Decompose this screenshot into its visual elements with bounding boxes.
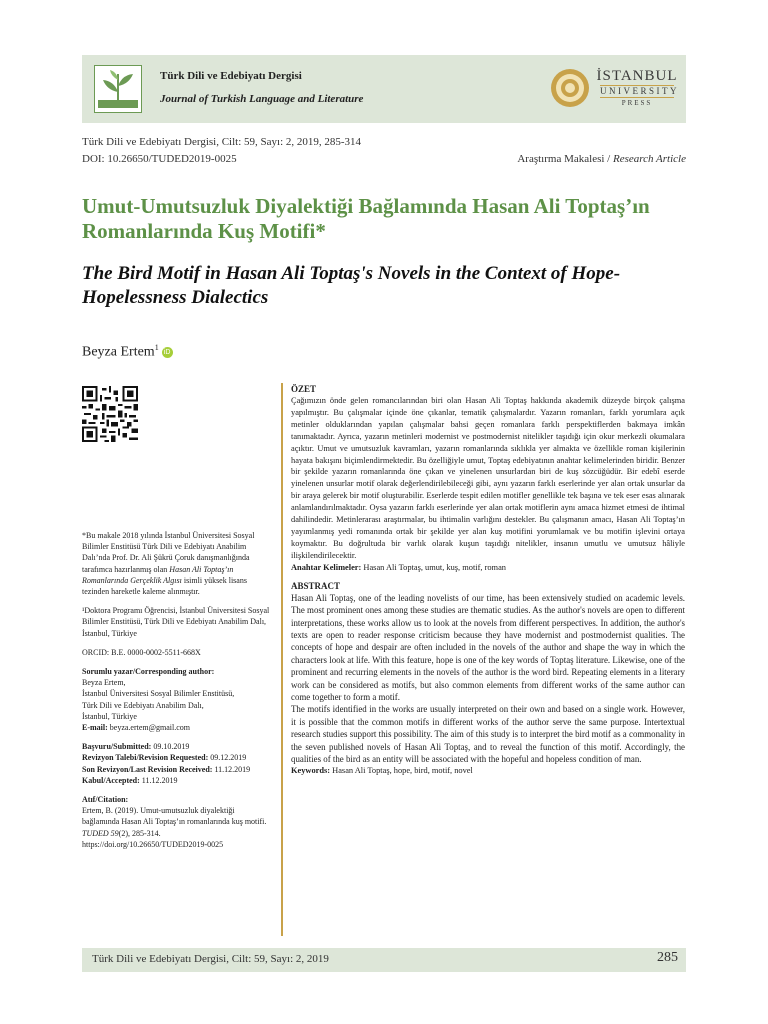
date-value: 09.12.2019 bbox=[208, 753, 247, 763]
journal-name-tr: Türk Dili ve Edebiyatı Dergisi bbox=[160, 70, 302, 82]
email-label: E-mail: bbox=[82, 723, 108, 733]
citation-label: Atıf/Citation: bbox=[82, 795, 129, 805]
date-label: Son Revizyon/Last Revision Received: bbox=[82, 764, 213, 774]
journal-name-en: Journal of Turkish Language and Literature bbox=[160, 93, 364, 105]
thesis-footnote-part-2: isimli yüksek lisans tezinden hareketle kaleme alınmıştır. bbox=[82, 575, 247, 597]
thesis-footnote-part-1: *Bu makale 2018 yılında İstanbul Üniversitesi Sosyal Bilimler Enstitüsü Türk Dili ve Edebiyatı Anabilim Dalı’nda Prof. Dr. Ali Şükrü Çoruk danışmanlığında tarafımca hazırlanmış olan bbox=[82, 531, 255, 574]
article-title-en: The Bird Motif in Hasan Ali Toptaş's Novels in the Context of Hope-Hopelessness Dialectics bbox=[82, 263, 621, 308]
date-value: 09.10.2019 bbox=[151, 742, 190, 752]
doi-line: DOI: 10.26650/TUDED2019-0025 bbox=[82, 153, 237, 165]
citation-text-1: Ertem, B. (2019). Umut-umutsuzluk diyalektiği bağlamında Hasan Ali Toptaş’ın romanlarında kuş motifi. bbox=[82, 806, 267, 827]
article-type-tr: Araştırma Makalesi / bbox=[517, 153, 613, 165]
date-label: Başvuru/Submitted: bbox=[82, 742, 152, 752]
corresponding-author-block bbox=[82, 666, 272, 733]
publisher-line-1: İSTANBUL bbox=[596, 68, 678, 84]
ozet-keywords-value: Hasan Ali Toptaş, umut, kuş, motif, roman bbox=[361, 562, 506, 572]
thesis-title: Hasan Ali Toptaş’ın Romanlarında Gerçeklik Algısı bbox=[82, 564, 234, 585]
citation-doi-link[interactable]: https://doi.org/10.26650/TUDED2019-0025 bbox=[82, 839, 224, 849]
thesis-footnote bbox=[82, 530, 272, 597]
university-seal-icon bbox=[550, 68, 590, 108]
ozet-text: Çağımızın önde gelen romancılarından biri olan Hasan Ali Toptaş hakkında akademik düzeyde birçok çalışma yapılmıştır. Bu çalışmalar içinde öne çıkanlar, tematik çalışmalardır. Yazarın romanları, farklı yorumlara açık metinler olduklarından yapılan çalışmalar bahsi geçen romanlara farklı perspektiflerden bakmaya imkân tanımaktadır. Ayrıca, yazarın metinleri modernist ve postmodernist nitelikler taşıdığı için okur merkezli okumalara açıktır. Umut ve umutsuzluk kavramları, yazarın romanlarında sıklıkla yer almakta ve özellikle roman kişilerinin hayata bakışını biçimlendirmektedir. Bu özelliğiyle umut, Toptaş edebiyatının anahtar kelimelerinden biridir. Benzer bir şekilde yazarın romanlarında öne çıkan ve yinelenen unsurlardan biri de kuş sözcüğüdür. Bir edebî eserde yinelenen unsurlar motif olarak değerlendirilebileceği gibi, aynı yazarın farklı eserlerinde yer alan ortak unsurlar da bir araya gelerek bir motif oluşturabilir. Eserlerde tespit edilen motifler genellikle tek başına ve tek eser esas alınarak anlamlandırılmaktadır. Oysa yazarın farklı eserlerinde yer alan ortak motiflerin aynı amaca hizmet etmesi de ihtimal dahilindedir. Metinlerarası araştırmalar, bu ihtimalin varlığını destekler. Bu çalışmanın amacı, Hasan Ali Toptaş’ın yayımlanmış yedi romanında ortak bir şekilde yer alan kuş motifini yorumlamak ve bu motifin işlevini ortaya koymaktır. Bu doğrultuda bir varlık olarak kuşun taşıdığı nitelikler, insanın umutlu ve umutsuz hâliyle ilişkilendirilecektir. bbox=[291, 396, 685, 560]
plant-logo-icon bbox=[94, 65, 142, 113]
footer-journal: Türk Dili ve Edebiyatı Dergisi, Cilt: 59, Sayı: 2, 2019 bbox=[92, 953, 329, 965]
abstract-text-2: The motifs identified in the works are usually interpreted on their own and based on a single work. However, it is possible that the common motifs in different works of the author serve the same purpose. Intertextual research studies support this possibility. The aim of this study is to interpret the bird motif as a commonality in the seven published novels of Hasan Ali Toptaş, and to reveal the function of this motif. Accordingly, the qualities of the bird as an entity will be associated with the hopeful and hopeless condition of man. bbox=[291, 704, 685, 764]
citation-journal: TUDED 59 bbox=[82, 828, 119, 838]
ozet-keywords bbox=[291, 562, 685, 574]
author-affiliation-mark: 1 bbox=[154, 343, 159, 352]
orcid-icon[interactable]: iD bbox=[162, 347, 173, 358]
corresponding-line: İstanbul, Türkiye bbox=[82, 711, 137, 721]
corresponding-line: Beyza Ertem, bbox=[82, 678, 126, 688]
author-name: Beyza Ertem bbox=[82, 344, 155, 360]
ozet-keywords-label: Anahtar Kelimeler: bbox=[291, 562, 362, 572]
publisher-line-3: PRESS bbox=[621, 99, 653, 107]
email-link[interactable]: beyza.ertem@gmail.com bbox=[107, 723, 191, 733]
citation-line: Türk Dili ve Edebiyatı Dergisi, Cilt: 59, Sayı: 2, 2019, 285-314 bbox=[82, 136, 362, 148]
author-line bbox=[82, 343, 173, 361]
abstract-keywords bbox=[291, 765, 685, 777]
corresponding-line: Türk Dili ve Edebiyatı Anabilim Dalı, bbox=[82, 700, 204, 710]
date-label: Revizyon Talebi/Revision Requested: bbox=[82, 753, 209, 763]
abstract-heading: ABSTRACT bbox=[291, 580, 341, 591]
publisher-line-2: UNIVERSITY bbox=[600, 86, 679, 96]
abstract-keywords-value: Hasan Ali Toptaş, hope, bird, motif, novel bbox=[330, 766, 473, 776]
affiliation-footnote: ¹Doktora Programı Öğrencisi, İstanbul Üniversitesi Sosyal Bilimler Enstitüsü, Türk Dili ve Edebiyatı Anabilim Dalı, İstanbul, Türkiye bbox=[82, 606, 270, 638]
date-label: Kabul/Accepted: bbox=[82, 775, 140, 785]
ozet-heading: ÖZET bbox=[291, 384, 317, 394]
abstract-keywords-label: Keywords: bbox=[291, 766, 331, 776]
corresponding-author-label: Sorumlu yazar/Corresponding author: bbox=[82, 667, 215, 677]
qr-code-icon bbox=[82, 386, 138, 442]
article-info-sidebar bbox=[82, 530, 272, 858]
article-type bbox=[517, 153, 686, 165]
citation-text-2: (2), 285-314. bbox=[118, 828, 161, 838]
publisher-logotype bbox=[594, 68, 680, 108]
citation-block bbox=[82, 794, 272, 850]
page-number: 285 bbox=[657, 950, 678, 965]
date-value: 11.12.2019 bbox=[212, 764, 251, 774]
abstract-column bbox=[291, 383, 685, 783]
article-title-tr: Umut-Umutsuzluk Diyalektiği Bağlamında Hasan Ali Toptaş’ın Romanlarında Kuş Motifi* bbox=[82, 194, 650, 243]
dates-block bbox=[82, 741, 272, 786]
article-type-en: Research Article bbox=[612, 153, 686, 165]
date-value: 11.12.2019 bbox=[139, 775, 178, 785]
column-divider bbox=[281, 383, 283, 936]
abstract-text-1: Hasan Ali Toptaş, one of the leading novelists of our time, has been extensively studied on academic levels. The most prominent ones among these studies are thematic studies. As the author's novels are open to different interpretations, these works allow us to look at the novels from different perspectives. In addition, the author's texts are open to reader response criticism because they have modernist and postmodernist qualities. The concepts of hope and despair are often included in the novels of the author and shape the way in which the characters look at life. With this feature, hope is one of the key words of Toptaş literature. Likewise, one of the prominent and recurring elements in the novels of the author is the word bird. Repeating elements in a literary work can be considered as motifs, but also common elements from different works of the same author can come together to form a motif. bbox=[291, 592, 685, 702]
orcid-line: ORCID: B.E. 0000-0002-5511-668X bbox=[82, 647, 201, 657]
corresponding-line: İstanbul Üniversitesi Sosyal Bilimler Enstitüsü, bbox=[82, 689, 235, 699]
